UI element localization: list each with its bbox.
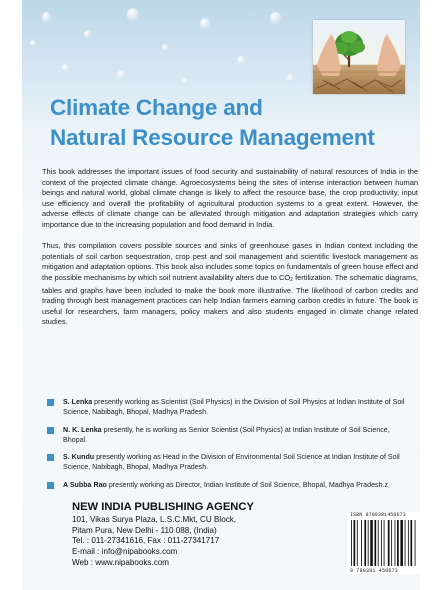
author-name: A Subba Rao [63,480,107,489]
square-bullet-icon [47,427,54,434]
publisher-phone: Tel. : 011-27341616, Fax : 011-27341717 [72,536,220,546]
publisher-address-1: 101, Vikas Surya Plaza, L.S.C.Mkt, CU Block, [72,515,237,524]
book-title [50,93,420,153]
barcode-digits: 9 789381 450673 [350,568,399,574]
book-title-line-1: Climate Change and [50,95,263,120]
cover-photo [313,20,405,94]
isbn-label: ISBN 9789381450673 [350,512,406,518]
author-name: S. Lenka [63,398,93,406]
hands-tree-icon [313,20,405,94]
isbn-barcode [347,512,420,574]
book-title-line-2: Natural Resource Management [50,125,375,150]
author-bio: presently working as Director, Indian Institute of Soil Science, Bhopal, Madhya Pradesh.z [106,480,389,489]
description-paragraph-2-start: Thus, this compilation covers possible sources and sinks of greenhouse gases in Indian context including the potentials of soil carbon sequestration, crop pest and soil management and scientific livestock management as mitigation and adaptation options. This book also includes some topics on fundamentals of green house effect and the possible mechanisms by which soil nutrient availability alters due to CO [42,241,418,282]
publisher-email: E-mail : info@nipabooks.com [72,547,178,557]
publisher-name: NEW INDIA PUBLISHING AGENCY [72,501,254,513]
description-paragraph-2 [42,241,418,328]
publisher-address-2: Pitam Pura, New Delhi - 110 088, (India) [72,525,217,535]
description-paragraph-1: This book addresses the important issues of food security and sustainability of natural resources of India in the context of the projected climate change. Agroecosystems being the sites of intense interaction between human beings and natural world, global climate change is likely to affect the resource base, the crop productivity, input use efficiency and overall the profitability of agricultural production systems to a great extent. However, the adverse effects of climate change can be alleviated through mitigation and adaptation strategies which carry importance due to the increasing population and food demand in India. [42,167,418,229]
square-bullet-icon [47,399,54,406]
publisher-info [72,500,342,569]
book-description [42,167,418,339]
author-bio: presently, he is working as Senior Scientist (Soil Physics) at Indian Institute of Soil Science, Bhopal. [63,425,390,444]
author-entry [47,480,407,490]
square-bullet-icon [47,454,54,461]
back-cover [22,0,420,590]
author-bio: presently working as Scientist (Soil Physics) in the Division of Soil Physics at Indian Institute of Soil Science, Nabibagh, Bhopal, Madhya Pradesh. [63,398,405,417]
author-list [47,397,407,497]
author-name: S. Kundu [63,453,95,462]
author-entry [47,425,407,446]
barcode-bars-icon [350,520,420,566]
square-bullet-icon [47,482,54,489]
author-name: N. K. Lenka [63,425,102,434]
description-paragraph-2-end: fertilization. The schematic diagrams, tables and graphs have been included to make the book more illustrative. The likelihood of carbon credits and trading through best management practices can help Indian farmers earning carbon credits in future. The book is useful for researchers, farm managers, policy makers and also students engaged in climate change related studies. [42,272,418,327]
publisher-web: Web : www.nipabooks.com [72,557,170,567]
author-entry [47,452,407,473]
co2-subscript: 2 [290,276,293,283]
author-bio: presently working as Head in the Division of Environmental Soil Science at Indian Institute of Soil Science, Nabibagh, Bhopal, Madhya Pradesh. [63,453,400,472]
author-entry [47,397,407,418]
